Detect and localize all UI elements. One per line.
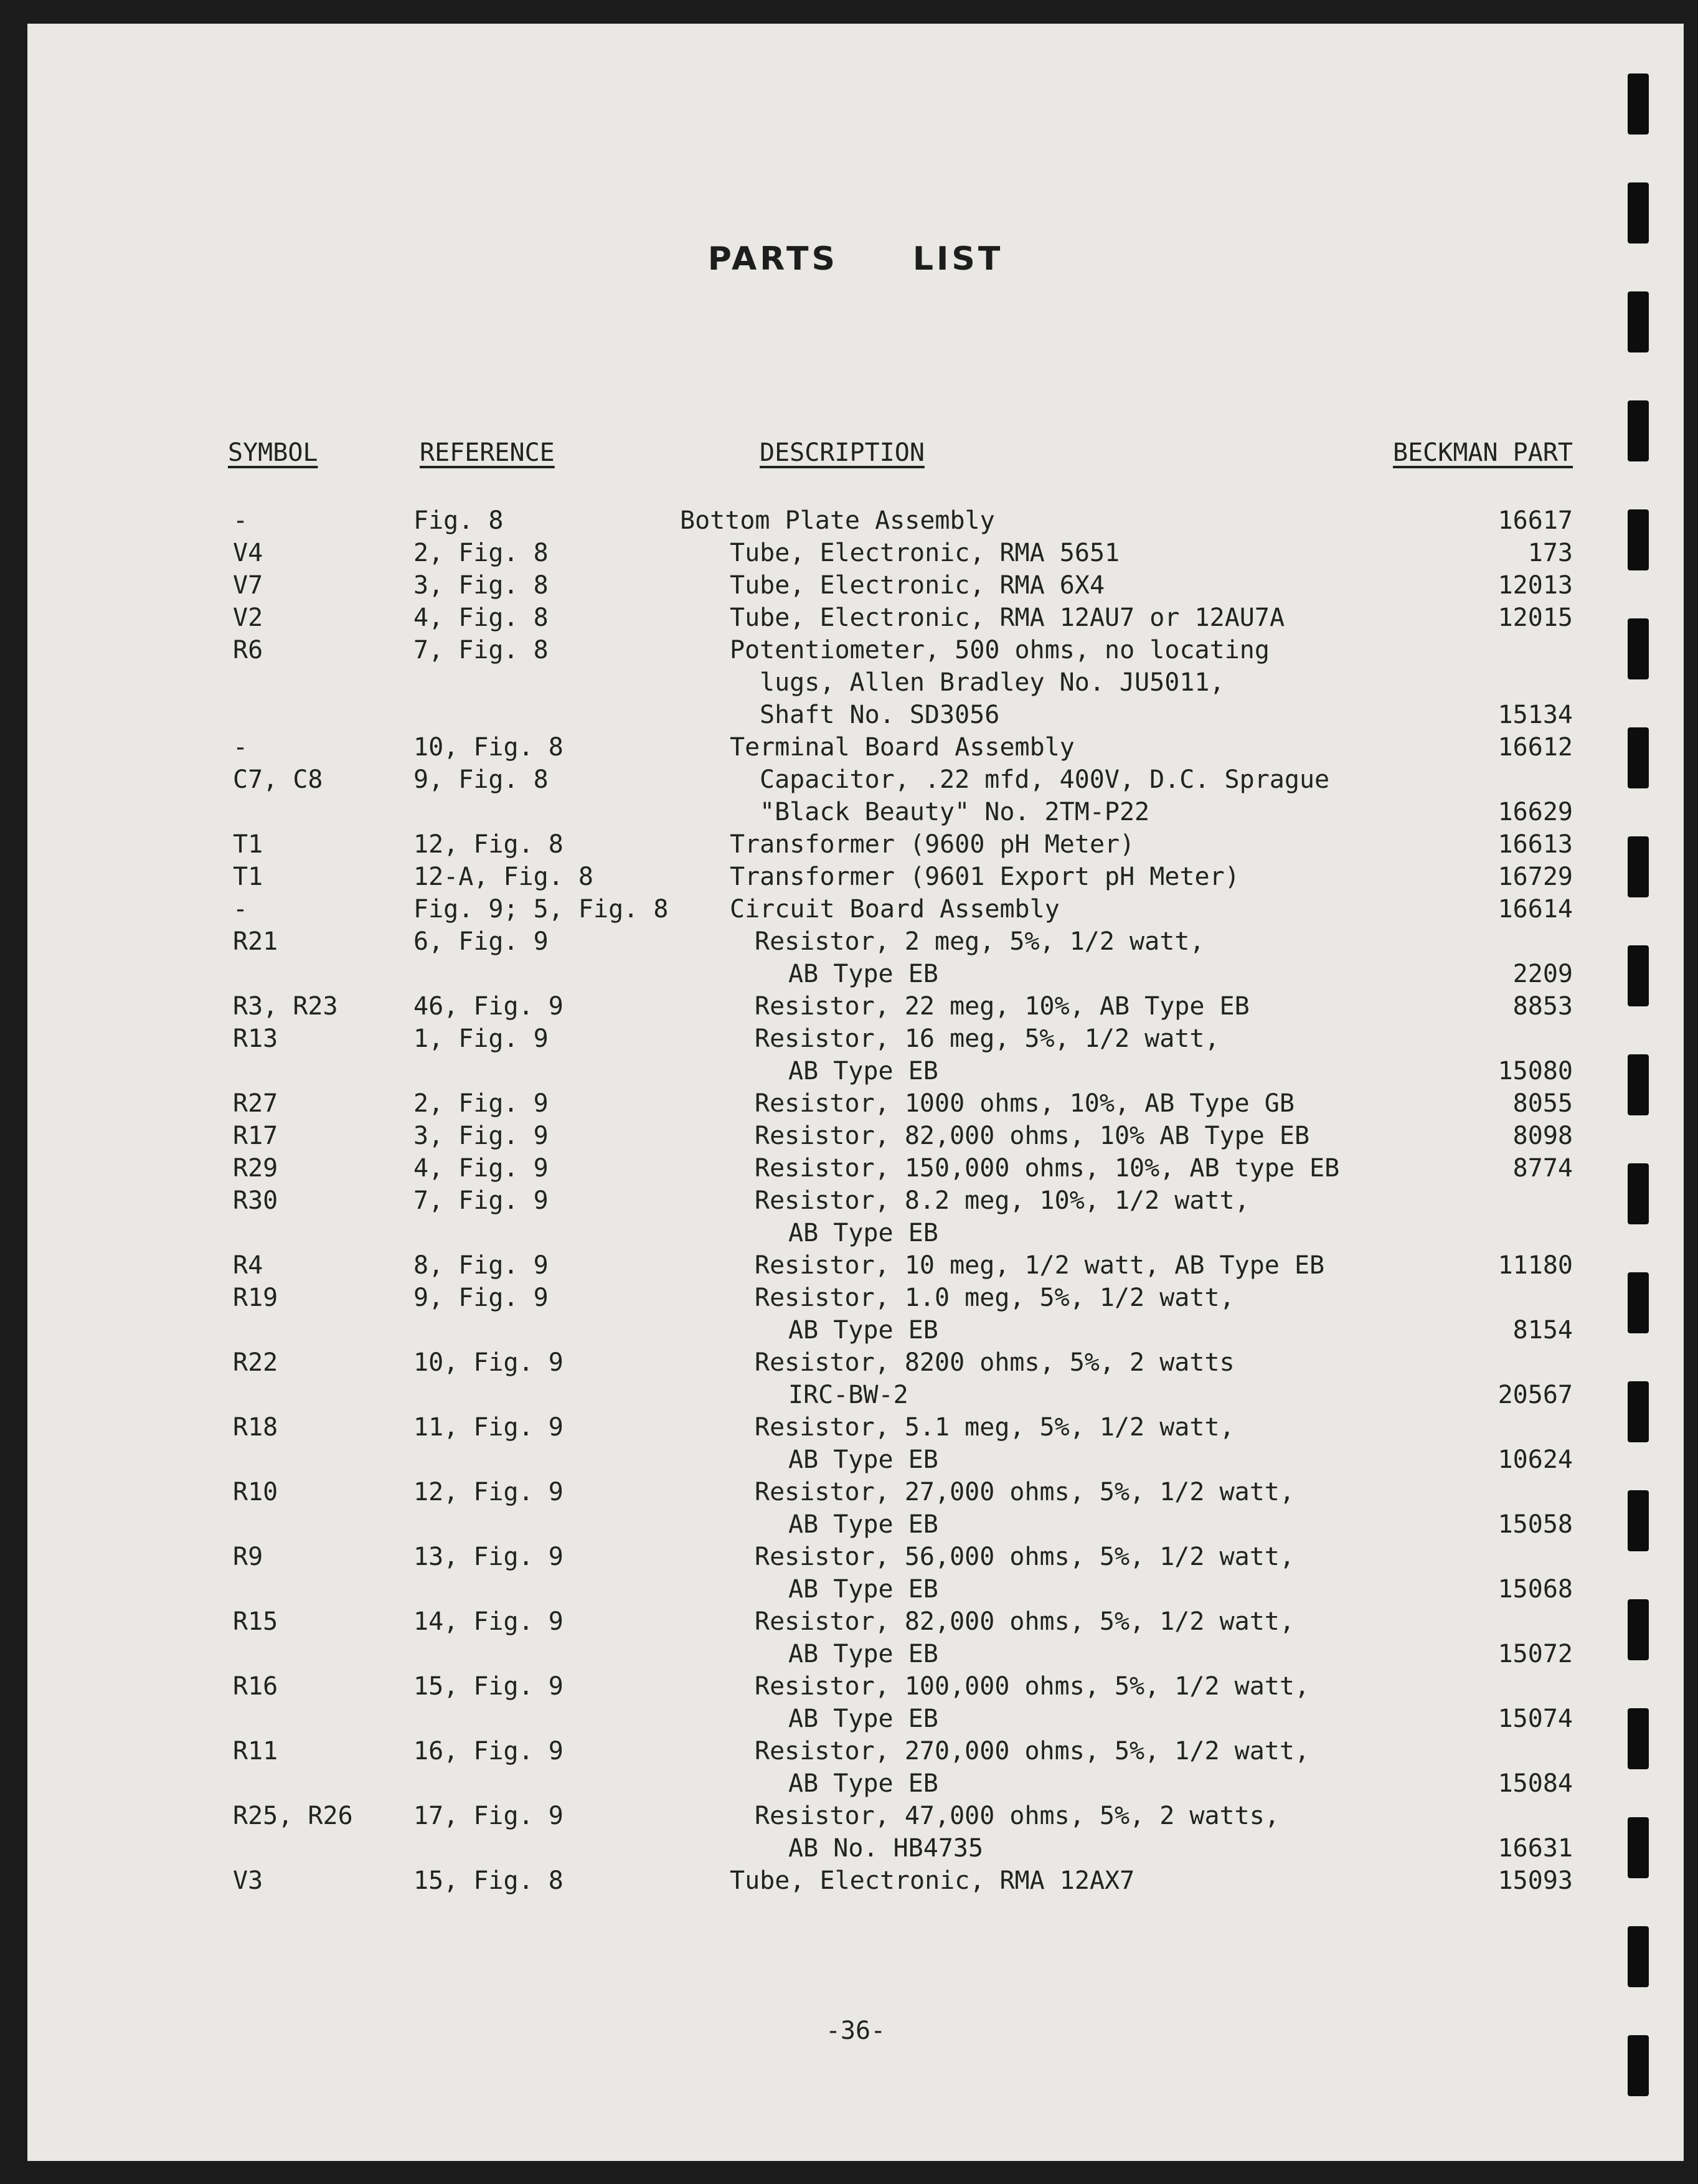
symbol-cell: R19 (233, 1283, 278, 1312)
table-row (27, 861, 1684, 893)
binding-hole (1628, 1926, 1649, 1987)
reference-cell: 17, Fig. 9 (413, 1802, 564, 1830)
description-cell: Resistor, 16 meg, 5%, 1/2 watt, (755, 1024, 1220, 1053)
binding-hole (1628, 1272, 1649, 1333)
part-number-cell: 15134 (1498, 701, 1573, 729)
part-number-cell: 173 (1527, 539, 1573, 567)
description-cell: Resistor, 22 meg, 10%, AB Type EB (755, 992, 1250, 1021)
table-row (27, 666, 1684, 699)
binding-hole (1628, 945, 1649, 1006)
table-row (27, 1346, 1684, 1379)
table-row (27, 1087, 1684, 1120)
reference-cell: 6, Fig. 9 (413, 927, 549, 956)
part-number-cell: 11180 (1498, 1251, 1573, 1280)
part-number-cell: 15058 (1498, 1510, 1573, 1539)
reference-cell: 3, Fig. 8 (413, 571, 549, 600)
binding-hole (1628, 2035, 1649, 2096)
symbol-cell: R11 (233, 1737, 278, 1766)
page-number: -36- (825, 2016, 886, 2045)
table-row (27, 602, 1684, 634)
symbol-cell: V3 (233, 1866, 263, 1895)
description-cell: Resistor, 1000 ohms, 10%, AB Type GB (755, 1089, 1295, 1118)
table-row (27, 504, 1684, 537)
reference-cell: 7, Fig. 8 (413, 636, 549, 664)
column-header-reference: REFERENCE (420, 438, 555, 467)
binding-hole (1628, 182, 1649, 243)
binding-hole (1628, 1054, 1649, 1115)
part-number-cell: 8154 (1512, 1316, 1573, 1345)
reference-cell: 9, Fig. 8 (413, 765, 549, 794)
description-cell: AB Type EB (788, 1640, 938, 1668)
binding-holes (1628, 24, 1653, 2161)
symbol-cell: V2 (233, 603, 263, 632)
symbol-cell: R13 (233, 1024, 278, 1053)
table-row (27, 1703, 1684, 1735)
symbol-cell: R17 (233, 1122, 278, 1150)
description-cell: Resistor, 8200 ohms, 5%, 2 watts (755, 1348, 1235, 1377)
description-cell: Transformer (9600 pH Meter) (730, 830, 1135, 859)
symbol-cell: R15 (233, 1607, 278, 1636)
reference-cell: 10, Fig. 8 (413, 733, 564, 762)
table-row (27, 1605, 1684, 1638)
symbol-cell: - (233, 506, 248, 535)
table-row (27, 1152, 1684, 1184)
symbol-cell: R16 (233, 1672, 278, 1701)
reference-cell: 13, Fig. 9 (413, 1543, 564, 1571)
table-row (27, 1865, 1684, 1897)
table-row (27, 925, 1684, 958)
part-number-cell: 16729 (1498, 863, 1573, 891)
description-cell: Resistor, 2 meg, 5%, 1/2 watt, (755, 927, 1205, 956)
description-cell: AB No. HB4735 (788, 1834, 984, 1863)
description-cell: Resistor, 1.0 meg, 5%, 1/2 watt, (755, 1283, 1235, 1312)
part-number-cell: 16631 (1498, 1834, 1573, 1863)
reference-cell: 4, Fig. 9 (413, 1154, 549, 1183)
table-row (27, 1055, 1684, 1087)
table-row (27, 1379, 1684, 1411)
binding-hole (1628, 291, 1649, 352)
part-number-cell: 12015 (1498, 603, 1573, 632)
table-row (27, 1476, 1684, 1508)
reference-cell: 16, Fig. 9 (413, 1737, 564, 1766)
table-row (27, 1638, 1684, 1670)
table-row (27, 796, 1684, 828)
reference-cell: 2, Fig. 8 (413, 539, 549, 567)
binding-hole (1628, 1490, 1649, 1551)
table-row (27, 1573, 1684, 1605)
part-number-cell: 16629 (1498, 798, 1573, 826)
binding-hole (1628, 400, 1649, 461)
symbol-cell: R18 (233, 1413, 278, 1442)
binding-hole (1628, 727, 1649, 788)
parts-table (27, 24, 1684, 2161)
table-row (27, 1670, 1684, 1703)
table-row (27, 1184, 1684, 1217)
description-cell: Resistor, 82,000 ohms, 10% AB Type EB (755, 1122, 1310, 1150)
symbol-cell: V7 (233, 571, 263, 600)
table-row (27, 569, 1684, 602)
symbol-cell: R22 (233, 1348, 278, 1377)
description-cell: Tube, Electronic, RMA 6X4 (730, 571, 1105, 600)
symbol-cell: R3, R23 (233, 992, 338, 1021)
column-header-description: DESCRIPTION (760, 438, 925, 467)
table-row (27, 1249, 1684, 1282)
table-row (27, 537, 1684, 569)
description-cell: AB Type EB (788, 1704, 938, 1733)
description-cell: AB Type EB (788, 1575, 938, 1604)
part-number-cell: 8055 (1512, 1089, 1573, 1118)
description-cell: Resistor, 5.1 meg, 5%, 1/2 watt, (755, 1413, 1235, 1442)
description-cell: Resistor, 56,000 ohms, 5%, 1/2 watt, (755, 1543, 1295, 1571)
reference-cell: Fig. 8 (413, 506, 504, 535)
description-cell: AB Type EB (788, 1769, 938, 1798)
binding-hole (1628, 1381, 1649, 1442)
symbol-cell: R29 (233, 1154, 278, 1183)
table-row (27, 731, 1684, 763)
part-number-cell: 15072 (1498, 1640, 1573, 1668)
description-cell: Tube, Electronic, RMA 12AU7 or 12AU7A (730, 603, 1285, 632)
symbol-cell: C7, C8 (233, 765, 323, 794)
description-cell: Transformer (9601 Export pH Meter) (730, 863, 1240, 891)
part-number-cell: 15068 (1498, 1575, 1573, 1604)
reference-cell: 3, Fig. 9 (413, 1122, 549, 1150)
part-number-cell: 15084 (1498, 1769, 1573, 1798)
symbol-cell: T1 (233, 863, 263, 891)
table-row (27, 1120, 1684, 1152)
table-row (27, 1444, 1684, 1476)
part-number-cell: 15093 (1498, 1866, 1573, 1895)
description-cell: Potentiometer, 500 ohms, no locating (730, 636, 1270, 664)
part-number-cell: 8098 (1512, 1122, 1573, 1150)
description-cell: Resistor, 27,000 ohms, 5%, 1/2 watt, (755, 1478, 1295, 1506)
binding-hole (1628, 1163, 1649, 1224)
description-cell: Tube, Electronic, RMA 12AX7 (730, 1866, 1135, 1895)
table-row (27, 1314, 1684, 1346)
description-cell: Bottom Plate Assembly (680, 506, 995, 535)
reference-cell: 11, Fig. 9 (413, 1413, 564, 1442)
description-cell: IRC-BW-2 (788, 1381, 908, 1409)
reference-cell: Fig. 9; 5, Fig. 8 (413, 895, 669, 924)
part-number-cell: 16617 (1498, 506, 1573, 535)
binding-hole (1628, 73, 1649, 135)
reference-cell: 15, Fig. 8 (413, 1866, 564, 1895)
column-header-symbol: SYMBOL (228, 438, 318, 467)
description-cell: Resistor, 100,000 ohms, 5%, 1/2 watt, (755, 1672, 1310, 1701)
table-row (27, 1767, 1684, 1800)
symbol-cell: R27 (233, 1089, 278, 1118)
reference-cell: 12-A, Fig. 8 (413, 863, 593, 891)
description-cell: Resistor, 150,000 ohms, 10%, AB type EB (755, 1154, 1340, 1183)
description-cell: Capacitor, .22 mfd, 400V, D.C. Sprague (760, 765, 1330, 794)
table-row (27, 1800, 1684, 1832)
binding-hole (1628, 509, 1649, 570)
binding-hole (1628, 836, 1649, 897)
symbol-cell: R10 (233, 1478, 278, 1506)
description-cell: Resistor, 82,000 ohms, 5%, 1/2 watt, (755, 1607, 1295, 1636)
description-cell: lugs, Allen Bradley No. JU5011, (760, 668, 1225, 697)
part-number-cell: 20567 (1498, 1381, 1573, 1409)
table-row (27, 1541, 1684, 1573)
table-row (27, 893, 1684, 925)
symbol-cell: R9 (233, 1543, 263, 1571)
table-row (27, 1508, 1684, 1541)
symbol-cell: R4 (233, 1251, 263, 1280)
part-number-cell: 2209 (1512, 960, 1573, 988)
description-cell: AB Type EB (788, 1057, 938, 1085)
table-row (27, 958, 1684, 990)
table-row (27, 1735, 1684, 1767)
reference-cell: 10, Fig. 9 (413, 1348, 564, 1377)
column-header-beckman-part: BECKMAN PART (1393, 438, 1573, 467)
table-row (27, 763, 1684, 796)
part-number-cell: 15080 (1498, 1057, 1573, 1085)
reference-cell: 7, Fig. 9 (413, 1186, 549, 1215)
symbol-cell: - (233, 895, 248, 924)
description-cell: Resistor, 10 meg, 1/2 watt, AB Type EB (755, 1251, 1325, 1280)
description-cell: Shaft No. SD3056 (760, 701, 1000, 729)
description-cell: Terminal Board Assembly (730, 733, 1075, 762)
description-cell: Tube, Electronic, RMA 5651 (730, 539, 1120, 567)
table-row (27, 990, 1684, 1023)
reference-cell: 46, Fig. 9 (413, 992, 564, 1021)
title-word-list: LIST (912, 240, 1004, 278)
symbol-cell: R25, R26 (233, 1802, 353, 1830)
part-number-cell: 16612 (1498, 733, 1573, 762)
binding-hole (1628, 1599, 1649, 1660)
reference-cell: 2, Fig. 9 (413, 1089, 549, 1118)
document-page (27, 24, 1684, 2161)
title-word-parts: PARTS (707, 240, 838, 278)
description-cell: AB Type EB (788, 960, 938, 988)
binding-hole (1628, 618, 1649, 679)
description-cell: Resistor, 47,000 ohms, 5%, 2 watts, (755, 1802, 1280, 1830)
reference-cell: 9, Fig. 9 (413, 1283, 549, 1312)
symbol-cell: R21 (233, 927, 278, 956)
description-cell: AB Type EB (788, 1445, 938, 1474)
part-number-cell: 16614 (1498, 895, 1573, 924)
description-cell: AB Type EB (788, 1219, 938, 1247)
table-row (27, 1023, 1684, 1055)
table-row (27, 1282, 1684, 1314)
part-number-cell: 12013 (1498, 571, 1573, 600)
part-number-cell: 16613 (1498, 830, 1573, 859)
table-row (27, 634, 1684, 666)
description-cell: AB Type EB (788, 1510, 938, 1539)
symbol-cell: R30 (233, 1186, 278, 1215)
reference-cell: 1, Fig. 9 (413, 1024, 549, 1053)
description-cell: Circuit Board Assembly (730, 895, 1060, 924)
reference-cell: 12, Fig. 9 (413, 1478, 564, 1506)
table-row (27, 1411, 1684, 1444)
reference-cell: 8, Fig. 9 (413, 1251, 549, 1280)
description-cell: Resistor, 8.2 meg, 10%, 1/2 watt, (755, 1186, 1250, 1215)
reference-cell: 4, Fig. 8 (413, 603, 549, 632)
reference-cell: 12, Fig. 8 (413, 830, 564, 859)
reference-cell: 15, Fig. 9 (413, 1672, 564, 1701)
description-cell: "Black Beauty" No. 2TM-P22 (760, 798, 1150, 826)
symbol-cell: T1 (233, 830, 263, 859)
part-number-cell: 10624 (1498, 1445, 1573, 1474)
description-cell: Resistor, 270,000 ohms, 5%, 1/2 watt, (755, 1737, 1310, 1766)
table-row (27, 1217, 1684, 1249)
reference-cell: 14, Fig. 9 (413, 1607, 564, 1636)
table-row (27, 828, 1684, 861)
part-number-cell: 8853 (1512, 992, 1573, 1021)
table-row (27, 1832, 1684, 1865)
symbol-cell: - (233, 733, 248, 762)
binding-hole (1628, 1817, 1649, 1878)
part-number-cell: 15074 (1498, 1704, 1573, 1733)
part-number-cell: 8774 (1512, 1154, 1573, 1183)
symbol-cell: R6 (233, 636, 263, 664)
table-row (27, 699, 1684, 731)
symbol-cell: V4 (233, 539, 263, 567)
binding-hole (1628, 1708, 1649, 1769)
description-cell: AB Type EB (788, 1316, 938, 1345)
